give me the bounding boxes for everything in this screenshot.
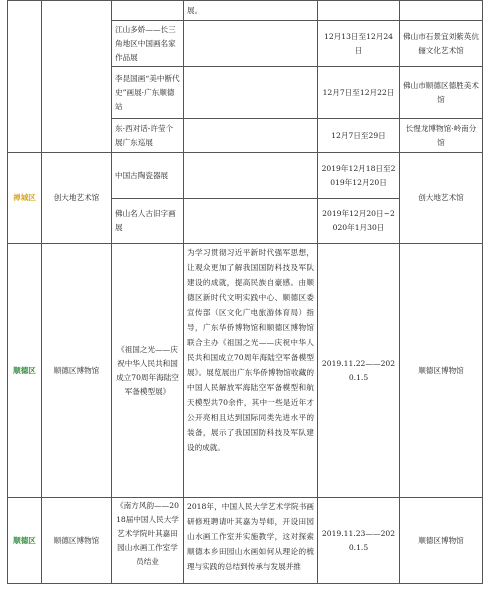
exhibition-cell: 东·西对话-许莹个展广东巡展: [112, 119, 184, 153]
description-cell: [184, 67, 318, 119]
exhibition-cell: 李昆国画“美中断代史”画展·广东顺德站: [112, 67, 184, 119]
museum-cell: 创大地艺术馆: [42, 153, 112, 244]
date-cell: 12月7日至12月22日: [318, 67, 400, 119]
venue-cell: 顺德区博物馆: [400, 244, 483, 498]
table-row: [8, 153, 483, 199]
district-cell: 禅城区: [8, 153, 42, 244]
table-row: [8, 244, 483, 498]
exhibition-cell: 《祖国之光——庆祝中华人民共和国成立70周年海陆空军备模型展》: [112, 244, 184, 498]
description-cell: 2018年，中国人民大学艺术学院书画研修班聘请叶其嘉为导师，开设田园山水画工作室并实施教学，这对探索顺德本乡田园山水画如何从理论的梳理与实践的总结到传承与发展并推: [184, 498, 318, 584]
description-cell: [184, 119, 318, 153]
museum-cell: [42, 1, 112, 153]
district-cell: 顺德区: [8, 498, 42, 584]
district-cell: 顺德区: [8, 244, 42, 498]
date-cell: 2019.11.23——2020.1.5: [318, 498, 400, 584]
exhibition-cell: [112, 1, 184, 21]
venue-cell: 创大地艺术馆: [400, 153, 483, 244]
description-cell: 为学习贯彻习近平新时代强军思想，让观众更加了解我国国防科技及军队建设的成就，提高民族自豪感。由顺德区新时代文明实践中心、顺德区委宣传部（区文化广电旅游体育局）指导，广东华侨博物馆和顺德区博物馆联合主办《祖国之光——庆祝中华人民共和国成立70周年海陆空军备模型展》。展览展出广东华侨博物馆收藏的中国人民解放军海陆空军备模型和航天模型共70余件，其中一些是近年才公开亮相且达到国际同类先进水平的装备，展示了我国国防科技及军队建设的成就。: [184, 244, 318, 498]
date-cell: 2019年12月18日至2019年12月20日: [318, 153, 400, 199]
date-cell: [318, 1, 400, 21]
table-row: [8, 1, 483, 21]
description-cell: [184, 199, 318, 244]
exhibition-cell: 江山多娇——长三角地区中国画名家作品展: [112, 21, 184, 67]
venue-cell: [400, 1, 483, 21]
venue-cell: 长惺龙博物馆·岭南分馆: [400, 119, 483, 153]
museum-cell: 顺德区博物馆: [42, 498, 112, 584]
table-row: [8, 498, 483, 584]
description-cell: 展。: [184, 1, 318, 21]
date-cell: 12月13日至12月24日: [318, 21, 400, 67]
exhibition-cell: 中国古陶瓷器展: [112, 153, 184, 199]
date-cell: 2019年12月20日~2020年1月30日: [318, 199, 400, 244]
date-cell: 2019.11.22——2020.1.5: [318, 244, 400, 498]
museum-cell: 顺德区博物馆: [42, 244, 112, 498]
district-cell: [8, 1, 42, 153]
venue-cell: 佛山市顺德区德胜美术馆: [400, 67, 483, 119]
exhibition-cell: 《南方风韵——2018届中国人民大学艺术学院叶其嘉田园山水画工作室学员结业: [112, 498, 184, 584]
date-cell: 12月7日至29日: [318, 119, 400, 153]
exhibition-cell: 佛山名人古旧字画展: [112, 199, 184, 244]
description-cell: [184, 153, 318, 199]
venue-cell: 顺德区博物馆: [400, 498, 483, 584]
venue-cell: 佛山市石景宜刘紫英伉俪文化艺术馆: [400, 21, 483, 67]
description-cell: [184, 21, 318, 67]
exhibition-table: [7, 0, 483, 584]
